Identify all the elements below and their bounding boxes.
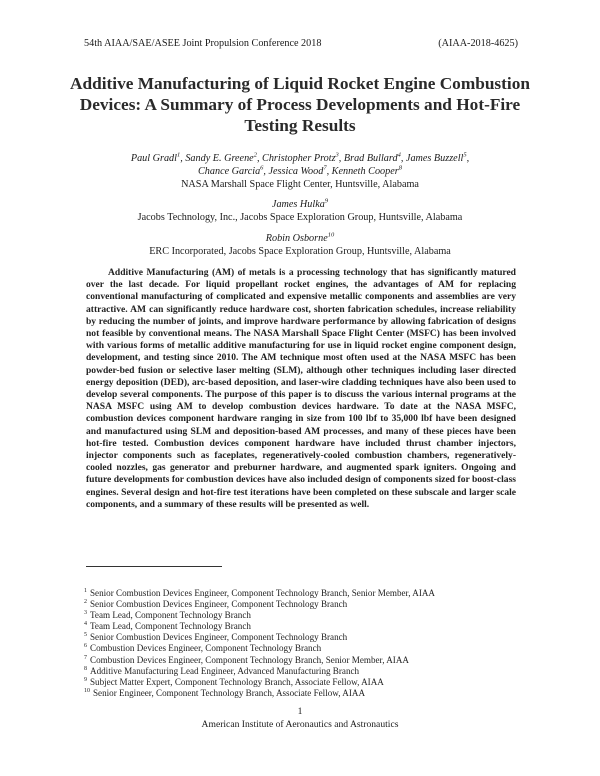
- affiliation-nasa: NASA Marshall Space Flight Center, Huntsville, Alabama: [181, 179, 419, 190]
- footnote-divider: [86, 566, 222, 567]
- author: Chance Garcia$^6$: [198, 164, 264, 177]
- author: Jessica Wood$^7$: [268, 164, 327, 177]
- author: James Buzzell$^5$: [405, 151, 467, 164]
- footnote: $^9$ Subject Matter Expert, Component Technology Branch, Associate Fellow, AIAA: [84, 676, 384, 687]
- author: Robin Osborne$^{10}$: [265, 231, 335, 244]
- author: Brad Bullard$^4$: [343, 151, 401, 164]
- footnotes: [84, 588, 524, 699]
- footnote: $^8$ Additive Manufacturing Lead Engineer, Advanced Manufacturing Branch: [84, 665, 360, 676]
- author: Kenneth Cooper$^8$: [331, 164, 402, 177]
- author: James Hulka$^9$: [271, 197, 329, 210]
- author: Sandy E. Greene$^2$: [185, 151, 257, 164]
- affiliation-erc: ERC Incorporated, Jacobs Space Exploration Group, Huntsville, Alabama: [149, 246, 451, 257]
- page-number: 1: [297, 706, 303, 717]
- affiliation-jacobs: Jacobs Technology, Inc., Jacobs Space Exploration Group, Huntsville, Alabama: [137, 212, 463, 223]
- abstract: Additive Manufacturing (AM) of metals is a processing technology that has significantly matured over the last decade. For liquid propellant rocket engines, the advantages of AM for replacing conventional manufacturing of complicated and expensive metallic components and assemblies are very attractive. AM can significantly reduce hardware cost, shorten fabrication schedules, increase reliability by reducing the number of joints, and improve hardware performance by allowing fabrication of designs not feasible by conventional means. The NASA Marshall Space Flight Center (MSFC) has been involved with various forms of metallic additive manufacturing for use in liquid rocket engine component design, development, and testing since 2010. The AM technique most often used at the NASA MSFC has been powder-bed fusion or selective laser melting (SLM), although other techniques including laser directed energy deposition (DED), arc-based deposition, and laser-wire cladding techniques have also been used to develop several components. The purpose of this paper is to discuss the various internal programs at the NASA MSFC using AM to develop combustion devices hardware. To date at the NASA MSFC, combustion devices component hardware ranging in size from 100 lbf to 35,000 lbf have been designed and manufactured using SLM and deposition-based AM processes, and many of these pieces have been hot-fire tested. Combustion devices component hardware have included thrust chamber injectors, injector components such as faceplates, regeneratively-cooled combustion chambers, regeneratively-cooled nozzles, gas generator and preburner hardware, and augmented spark igniters. Ongoing and future developments for combustion devices have also included design of components sized for boost-class engines. Several design and hot-fire test iterations have been completed on these subscale and larger scale components, and a summary of these results will be presented as well.: [86, 267, 516, 510]
- footnote: $^1$ Senior Combustion Devices Engineer, Component Technology Branch, Senior Member, AIAA: [84, 587, 435, 598]
- footnote: $^7$ Combustion Devices Engineer, Component Technology Branch, Senior Member, AIAA: [84, 654, 409, 665]
- footnote: $^5$ Senior Combustion Devices Engineer, Component Technology Branch: [84, 632, 348, 643]
- footnote: $^6$ Combustion Devices Engineer, Component Technology Branch: [84, 643, 322, 654]
- footnote: $^3$ Team Lead, Component Technology Branch: [84, 610, 251, 621]
- footnote: $^2$ Senior Combustion Devices Engineer, Component Technology Branch: [84, 599, 348, 610]
- paper-id: (AIAA-2018-4625): [438, 38, 518, 49]
- page-footer: American Institute of Aeronautics and Astronautics: [201, 719, 399, 730]
- footnote: $^{10}$ Senior Engineer, Component Technology Branch, Associate Fellow, AIAA: [84, 687, 366, 698]
- paper-title: Additive Manufacturing of Liquid Rocket Engine Combustion Devices: A Summary of Process Developments and Hot-Fire Testing Results: [70, 74, 530, 135]
- author-list: Paul Gradl$^1$, Sandy E. Greene$^2$, Christopher Protz$^3$, Brad Bullard$^4$, James Buzzell$^5$, Chance Garcia$^6$, Jessica Wood$^7$, Kenneth Cooper$^8$: [130, 151, 470, 177]
- author: Paul Gradl$^1$: [130, 151, 181, 164]
- author: Christopher Protz$^3$: [262, 151, 339, 164]
- footnote: $^4$ Team Lead, Component Technology Branch: [84, 621, 251, 632]
- conference-header: 54th AIAA/SAE/ASEE Joint Propulsion Conference 2018: [84, 38, 322, 49]
